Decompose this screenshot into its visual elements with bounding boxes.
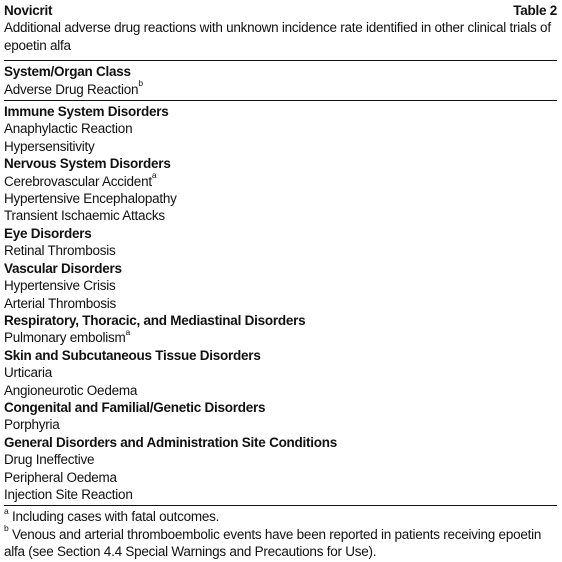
column-heading-rule (4, 100, 557, 101)
adverse-reaction-label: Transient Ischaemic Attacks (4, 208, 165, 224)
adverse-reaction-row (4, 364, 557, 381)
column-heading-adr (4, 78, 557, 98)
adverse-reaction-row (4, 207, 557, 224)
adverse-reaction-row (4, 416, 557, 433)
footnotes (4, 505, 557, 560)
adverse-reaction-label: Injection Site Reaction (4, 486, 133, 502)
adverse-reaction-label: Peripheral Oedema (4, 469, 117, 485)
adverse-reaction-row (4, 120, 557, 137)
adverse-reaction-label: Hypertensive Crisis (4, 278, 116, 294)
adverse-reaction-label: Hypertensive Encephalopathy (4, 191, 177, 207)
system-organ-class-heading: Vascular Disorders (4, 260, 122, 276)
adverse-reaction-row (4, 138, 557, 155)
adverse-reaction-row (4, 190, 557, 207)
column-heading-soc: System/Organ Class (4, 64, 131, 80)
system-organ-class-heading: Skin and Subcutaneous Tissue Disorders (4, 347, 261, 363)
adverse-reaction-row (4, 170, 557, 190)
adverse-reaction-label: Pulmonary embolism (4, 330, 126, 346)
adverse-reaction-row (4, 451, 557, 468)
adverse-reaction-label: Drug Ineffective (4, 452, 95, 468)
adverse-reaction-row (4, 242, 557, 259)
footnote-marker: b (138, 78, 143, 89)
system-organ-class-heading: Congenital and Familial/Genetic Disorders (4, 399, 266, 415)
system-organ-class-heading: Nervous System Disorders (4, 156, 171, 172)
adverse-reaction-row (4, 277, 557, 294)
adverse-reaction-label: Urticaria (4, 365, 53, 381)
footnote-marker: a (151, 170, 157, 181)
footnote (4, 505, 557, 525)
adverse-reaction-row (4, 326, 557, 346)
footnote (4, 523, 557, 561)
product-name: Novicrit (4, 3, 53, 18)
footnote-marker: a (4, 505, 9, 516)
adverse-reaction-label: Arterial Thrombosis (4, 295, 117, 311)
adverse-reaction-row (4, 295, 557, 312)
table-caption: Additional adverse drug reactions with unknown incidence rate identified in other clinical trials of epoetin alfa (4, 20, 551, 53)
footnote-marker: b (4, 523, 9, 534)
table-number: Table 2 (513, 3, 557, 18)
adverse-reaction-row (4, 469, 557, 486)
adverse-reaction-label: Cerebrovascular Accident (4, 173, 152, 189)
adverse-reaction-label: Porphyria (4, 417, 60, 433)
system-organ-class-heading: General Disorders and Administration Site Conditions (4, 434, 338, 450)
table-body (4, 103, 557, 503)
footnote-text: Venous and arterial thromboembolic events have been reported in patients receiving epoetin alfa (see Section 4.4 Special Warnings and Precautions for Use). (4, 526, 542, 560)
column-heading-adr-label: Adverse Drug Reaction (4, 81, 139, 97)
table-header (4, 2, 557, 19)
adverse-reaction-row (4, 382, 557, 399)
system-organ-class-heading: Respiratory, Thoracic, and Mediastinal Disorders (4, 312, 306, 328)
footnote-text: Including cases with fatal outcomes. (12, 509, 220, 525)
system-organ-class-heading: Immune System Disorders (4, 104, 169, 120)
adverse-reaction-label: Hypersensitivity (4, 138, 95, 154)
system-organ-class-heading: Eye Disorders (4, 225, 92, 241)
adverse-reaction-label: Anaphylactic Reaction (4, 121, 133, 137)
footnote-marker: a (125, 326, 131, 337)
adverse-reaction-label: Retinal Thrombosis (4, 243, 116, 259)
adverse-reaction-row (4, 486, 557, 503)
footer-rule (4, 505, 557, 506)
adverse-reaction-label: Angioneurotic Oedema (4, 382, 138, 398)
header-rule (4, 60, 557, 61)
